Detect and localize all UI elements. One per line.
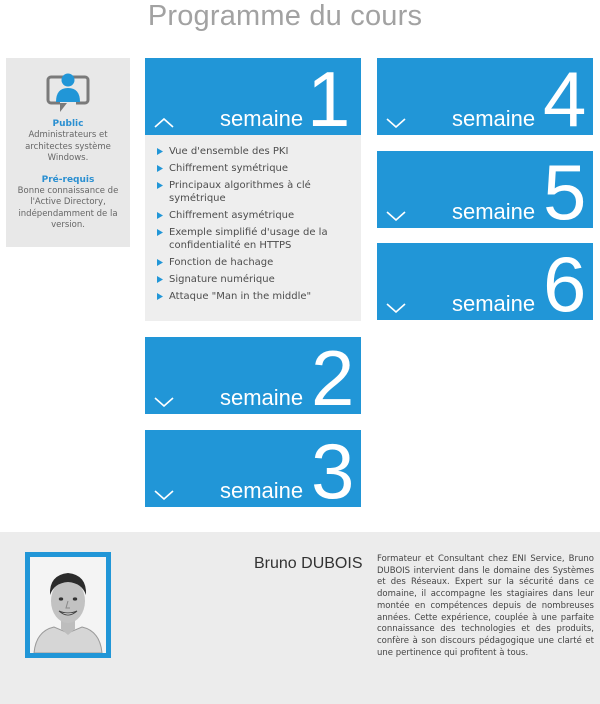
page-title: Programme du cours xyxy=(147,0,423,32)
week-label: semaine xyxy=(220,385,304,410)
presentation-person-icon xyxy=(36,64,100,118)
week-1-topics-panel xyxy=(145,135,361,321)
week-number: 4 xyxy=(543,58,587,135)
topic-item[interactable]: Exemple simplifié d'usage de la confidentialité en HTTPS xyxy=(157,226,351,252)
week-3-header[interactable] xyxy=(145,430,361,507)
trainer-photo xyxy=(25,552,111,658)
prerequisites-heading: Pré-requis xyxy=(41,174,95,185)
topic-item[interactable]: Chiffrement asymétrique xyxy=(157,209,351,222)
chevron-up-icon xyxy=(153,116,175,128)
week-number: 1 xyxy=(307,58,351,135)
public-heading: Public xyxy=(52,119,84,129)
week-label: semaine xyxy=(452,291,536,316)
course-info-panel xyxy=(6,58,130,247)
triangle-bullet-icon xyxy=(157,293,163,300)
week-number: 3 xyxy=(311,430,355,507)
trainer-section xyxy=(0,532,600,704)
chevron-down-icon xyxy=(153,395,175,407)
topic-item[interactable]: Principaux algorithmes à clé symétrique xyxy=(157,179,351,205)
week-label: semaine xyxy=(220,106,304,131)
chevron-down-icon xyxy=(153,488,175,500)
chevron-down-icon xyxy=(385,116,407,128)
triangle-bullet-icon xyxy=(157,229,163,236)
week-2-header[interactable] xyxy=(145,337,361,414)
triangle-bullet-icon xyxy=(157,165,163,172)
trainer-name: Bruno DUBOIS xyxy=(254,555,363,572)
triangle-bullet-icon xyxy=(157,276,163,283)
topic-item[interactable]: Chiffrement symétrique xyxy=(157,162,351,175)
week-number: 2 xyxy=(311,337,355,414)
topic-item[interactable]: Signature numérique xyxy=(157,273,351,286)
public-text: Administrateurs et architectes système Windows. xyxy=(25,130,111,163)
trainer-bio: Formateur et Consultant chez ENI Service, Bruno DUBOIS intervient dans le domaine des Systèmes et des Réseaux. Expert sur la sécurité dans ce domaine, il accompagne les stagiaires dans leur montée en compétences depuis de nombreuses années. Cette expérience, couplée à une parfaite connaissance des technologies et des produits, confère à son discours pédagogique une clarté et une pertinence qui profitent à tous. xyxy=(377,554,594,658)
prerequisites-text: Bonne connaissance de l'Active Directory, indépendamment de la version. xyxy=(17,185,119,230)
week-4-header[interactable] xyxy=(377,58,593,135)
week-number: 5 xyxy=(543,151,587,228)
triangle-bullet-icon xyxy=(157,212,163,219)
triangle-bullet-icon xyxy=(157,259,163,266)
week-1-header[interactable] xyxy=(145,58,361,135)
avatar xyxy=(30,557,106,653)
week-number: 6 xyxy=(543,243,587,320)
topic-item[interactable]: Attaque "Man in the middle" xyxy=(157,290,351,303)
week-6-header[interactable] xyxy=(377,243,593,320)
chevron-down-icon xyxy=(385,209,407,221)
week-label: semaine xyxy=(452,199,536,224)
triangle-bullet-icon xyxy=(157,182,163,189)
week-5-header[interactable] xyxy=(377,151,593,228)
chevron-down-icon xyxy=(385,301,407,313)
week-label: semaine xyxy=(220,478,304,503)
triangle-bullet-icon xyxy=(157,148,163,155)
topic-item[interactable]: Fonction de hachage xyxy=(157,256,351,269)
week-label: semaine xyxy=(452,106,536,131)
topic-item[interactable]: Vue d'ensemble des PKI xyxy=(157,145,351,158)
